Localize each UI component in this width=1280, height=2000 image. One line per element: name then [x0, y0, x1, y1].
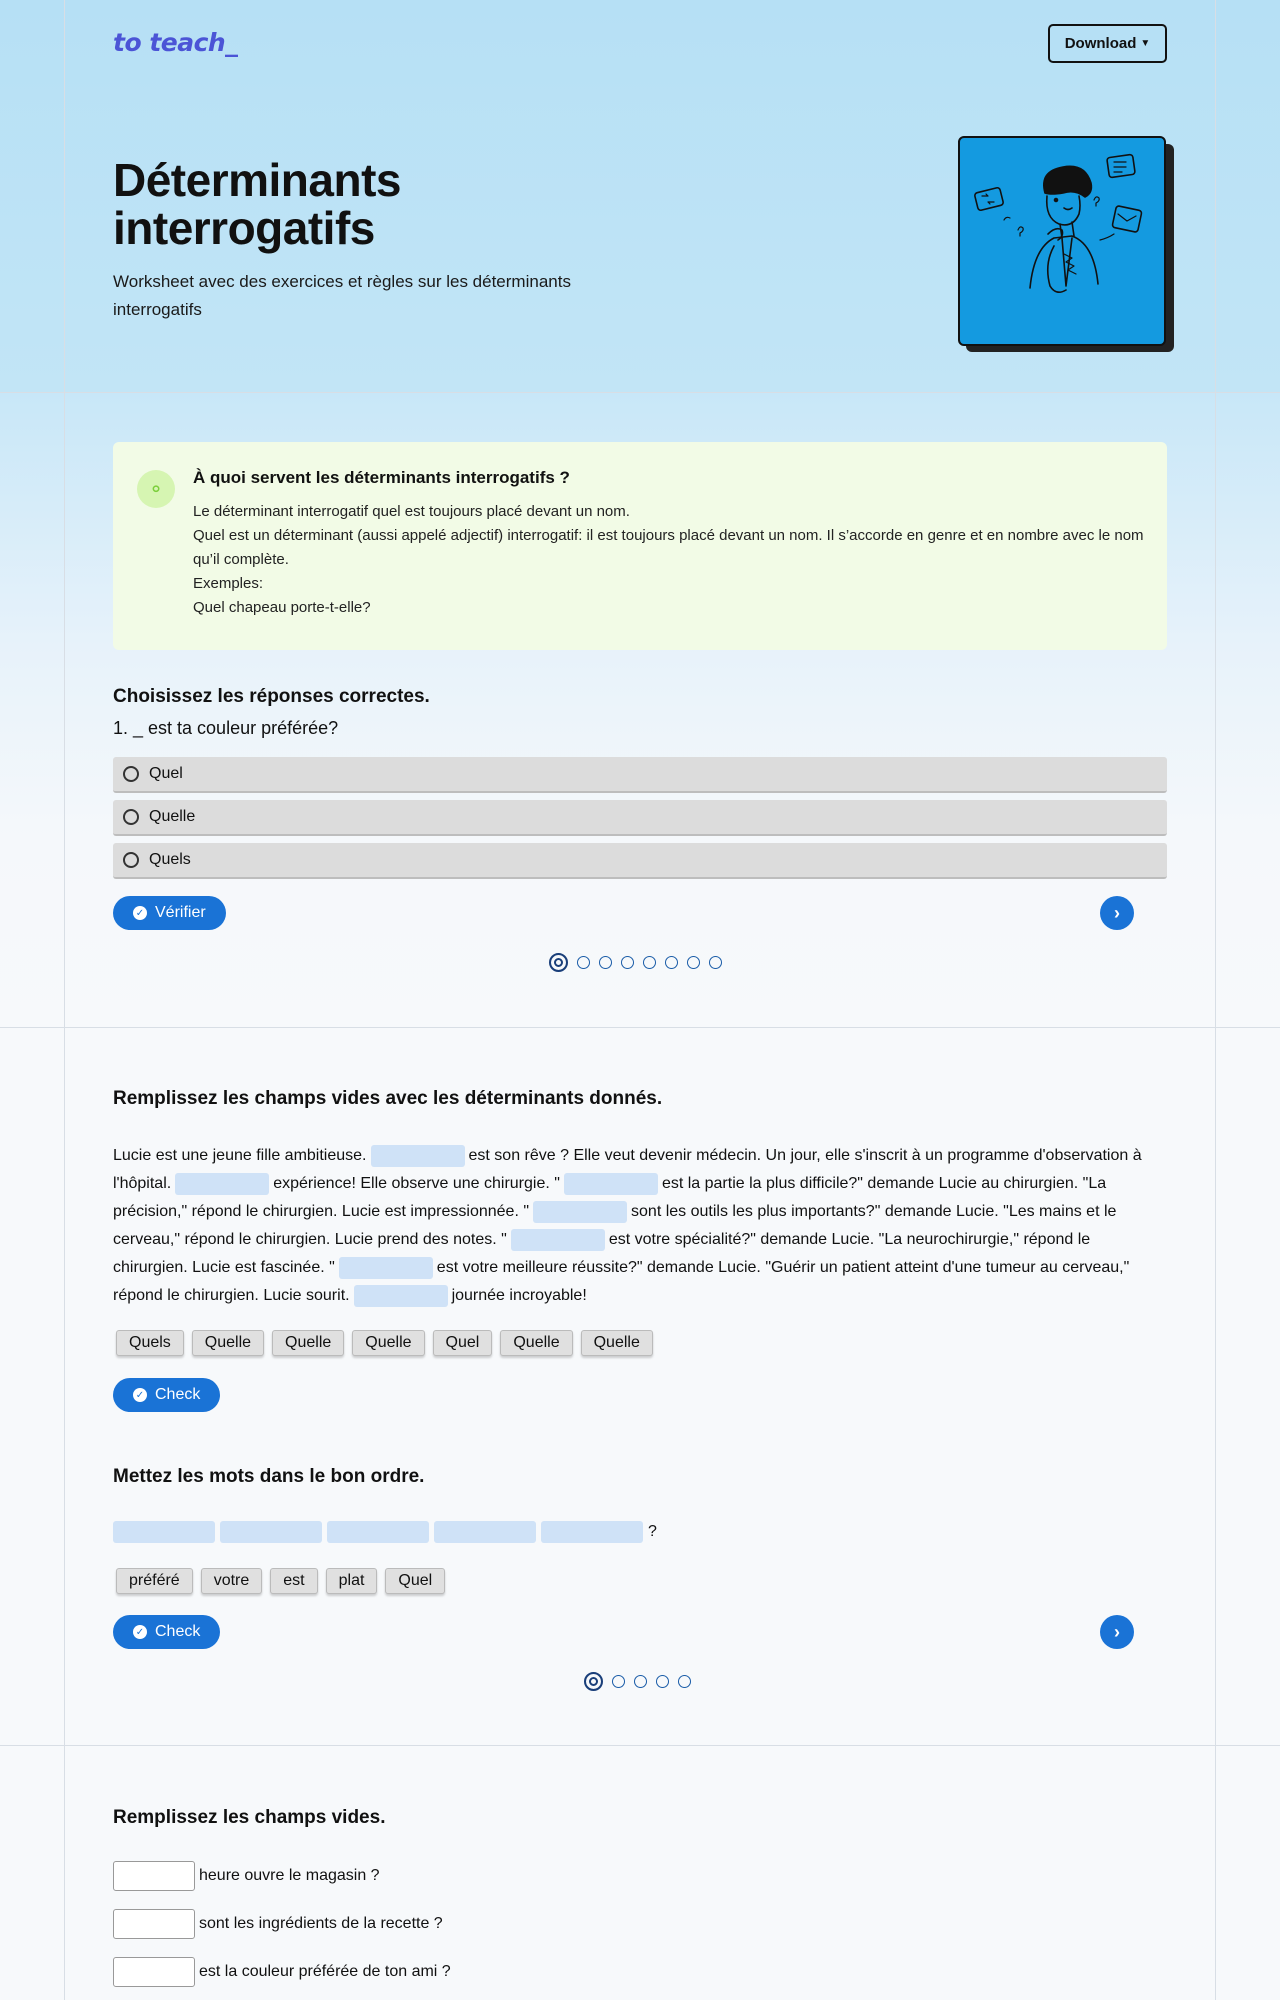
word-chip[interactable]: Quels [116, 1330, 184, 1356]
word-chip[interactable]: Quelle [192, 1330, 264, 1356]
grid-line [1215, 0, 1216, 2000]
drop-slot[interactable] [533, 1201, 627, 1223]
page-dot[interactable] [665, 956, 678, 969]
text-segment: est votre meilleure réussite?" demande Lucie. "Guérir un patient atteint d'une tumeur au cerveau," répond le chirurgien. Lucie sourit. [113, 1259, 1130, 1304]
word-chip[interactable]: Quelle [581, 1330, 653, 1356]
info-line: Le déterminant interrogatif quel est toujours placé devant un nom. [193, 503, 630, 520]
word-chip[interactable]: Quelle [500, 1330, 572, 1356]
grid-line [0, 392, 1280, 393]
word-bank [116, 1568, 445, 1594]
next-arrow-button[interactable] [1100, 896, 1134, 930]
story-paragraph [113, 1142, 1169, 1310]
drop-slot[interactable] [371, 1145, 465, 1167]
drop-slot[interactable] [541, 1521, 643, 1543]
quiz-pagination [549, 953, 722, 972]
answer-option[interactable] [113, 843, 1167, 879]
answer-input[interactable] [113, 1957, 195, 1987]
drop-slot[interactable] [511, 1229, 605, 1251]
sentence-slots [113, 1521, 657, 1543]
quiz-question: 1. _ est ta couleur préférée? [113, 718, 339, 738]
check-icon: ✓ [133, 1625, 147, 1639]
text-segment: est son rêve ? Elle veut devenir médecin. Un jour, elle s'inscrit à un programme d'observation à l'hôpital. [113, 1147, 1142, 1192]
word-chip[interactable]: préféré [116, 1568, 193, 1594]
page-dot[interactable] [643, 956, 656, 969]
grid-line [64, 0, 65, 2000]
word-chip[interactable]: Quel [433, 1330, 493, 1356]
option-label: Quelle [149, 808, 196, 825]
option-label: Quels [149, 851, 191, 868]
drop-slot[interactable] [434, 1521, 536, 1543]
chevron-right-icon: › [1114, 902, 1120, 923]
answer-input[interactable] [113, 1909, 195, 1939]
download-label: Download [1064, 35, 1137, 52]
check-button[interactable] [113, 1615, 220, 1649]
word-chip[interactable]: Quelle [272, 1330, 344, 1356]
word-chip[interactable]: est [270, 1568, 317, 1594]
fill-blanks-heading: Remplissez les champs vides. [113, 1807, 386, 1828]
text-segment: expérience! Elle observe une chirurgie. " [273, 1175, 560, 1192]
fill-text: sont les ingrédients de la recette ? [199, 1915, 443, 1932]
page-dot[interactable] [621, 956, 634, 969]
grid-line [0, 1027, 1280, 1028]
info-line: Quel chapeau porte-t-elle? [193, 599, 371, 616]
page-dot[interactable] [656, 1675, 669, 1688]
hero-illustration [958, 136, 1166, 346]
chevron-down-icon: ▼ [1140, 38, 1151, 49]
page-dot[interactable] [577, 956, 590, 969]
drop-slot[interactable] [564, 1173, 658, 1195]
drop-slot[interactable] [220, 1521, 322, 1543]
page-dot[interactable] [634, 1675, 647, 1688]
page-dot[interactable] [612, 1675, 625, 1688]
check-icon: ✓ [133, 906, 147, 920]
info-line: Quel est un déterminant (aussi appelé adjectif) interrogatif: il est toujours placé devant un nom. Il s’accorde en genre et en nombre avec le nom qu’il complète. [193, 527, 1144, 568]
info-box [113, 442, 1167, 650]
drop-slot[interactable] [339, 1257, 433, 1279]
order-pagination [584, 1672, 691, 1691]
page-dot[interactable] [599, 956, 612, 969]
text-segment: journée incroyable! [451, 1287, 587, 1304]
page-dot[interactable] [678, 1675, 691, 1688]
text-segment: sont les outils les plus importants?" demande Lucie. "Les mains et le cerveau," répond le chirurgien. Lucie prend des notes. " [113, 1203, 1117, 1248]
word-chip[interactable]: Quelle [352, 1330, 424, 1356]
fill-row [113, 1909, 443, 1939]
download-button[interactable] [1048, 24, 1167, 63]
logo[interactable]: to teach_ [113, 28, 238, 57]
info-line: Exemples: [193, 575, 264, 592]
drop-slot[interactable] [175, 1173, 269, 1195]
title-line: interrogatifs [113, 202, 375, 254]
answer-input[interactable] [113, 1861, 195, 1891]
page-title [113, 156, 401, 252]
fill-text: heure ouvre le magasin ? [199, 1867, 380, 1884]
radio-icon [123, 766, 139, 782]
fill-row [113, 1861, 380, 1891]
info-text [193, 500, 1153, 620]
drop-slot[interactable] [354, 1285, 448, 1307]
quiz-heading: Choisissez les réponses correctes. [113, 686, 430, 707]
verify-label: Vérifier [155, 904, 206, 921]
answer-option[interactable] [113, 757, 1167, 793]
check-label: Check [155, 1623, 201, 1640]
word-bank [116, 1330, 653, 1356]
radio-icon [123, 852, 139, 868]
fill-given-heading: Remplissez les champs vides avec les déterminants donnés. [113, 1088, 663, 1109]
info-title: À quoi servent les déterminants interrogatifs ? [193, 468, 570, 487]
word-chip[interactable]: plat [326, 1568, 378, 1594]
word-chip[interactable]: Quel [385, 1568, 445, 1594]
fill-text: est la couleur préférée de ton ami ? [199, 1963, 451, 1980]
word-chip[interactable]: votre [201, 1568, 263, 1594]
text-segment: Lucie est une jeune fille ambitieuse. [113, 1147, 367, 1164]
page-dot[interactable] [709, 956, 722, 969]
grid-line [0, 1745, 1280, 1746]
option-label: Quel [149, 765, 183, 782]
verify-button[interactable] [113, 896, 226, 930]
chevron-right-icon: › [1114, 1621, 1120, 1642]
radio-icon [123, 809, 139, 825]
page-dot[interactable] [584, 1672, 603, 1691]
chat-bubble-icon: ⚬ [137, 470, 175, 508]
page-subtitle: Worksheet avec des exercices et règles sur les déterminants interrogatifs [113, 272, 571, 319]
answer-option[interactable] [113, 800, 1167, 836]
text-segment: est votre spécialité?" demande Lucie. "La neurochirurgie," répond le chirurgien. Lucie est fascinée. " [113, 1231, 1091, 1276]
page-dot[interactable] [687, 956, 700, 969]
page-dot[interactable] [549, 953, 568, 972]
end-punctuation: ? [648, 1523, 657, 1540]
order-heading: Mettez les mots dans le bon ordre. [113, 1466, 425, 1487]
check-button[interactable] [113, 1378, 220, 1412]
text-segment: est la partie la plus difficile?" demande Lucie au chirurgien. "La précision," répond le chirurgien. Lucie est impressionnée. " [113, 1175, 1107, 1220]
drop-slot[interactable] [113, 1521, 215, 1543]
fill-row [113, 1957, 451, 1987]
drop-slot[interactable] [327, 1521, 429, 1543]
check-label: Check [155, 1386, 201, 1403]
next-arrow-button[interactable] [1100, 1615, 1134, 1649]
title-line: Déterminants [113, 154, 401, 206]
check-icon: ✓ [133, 1388, 147, 1402]
